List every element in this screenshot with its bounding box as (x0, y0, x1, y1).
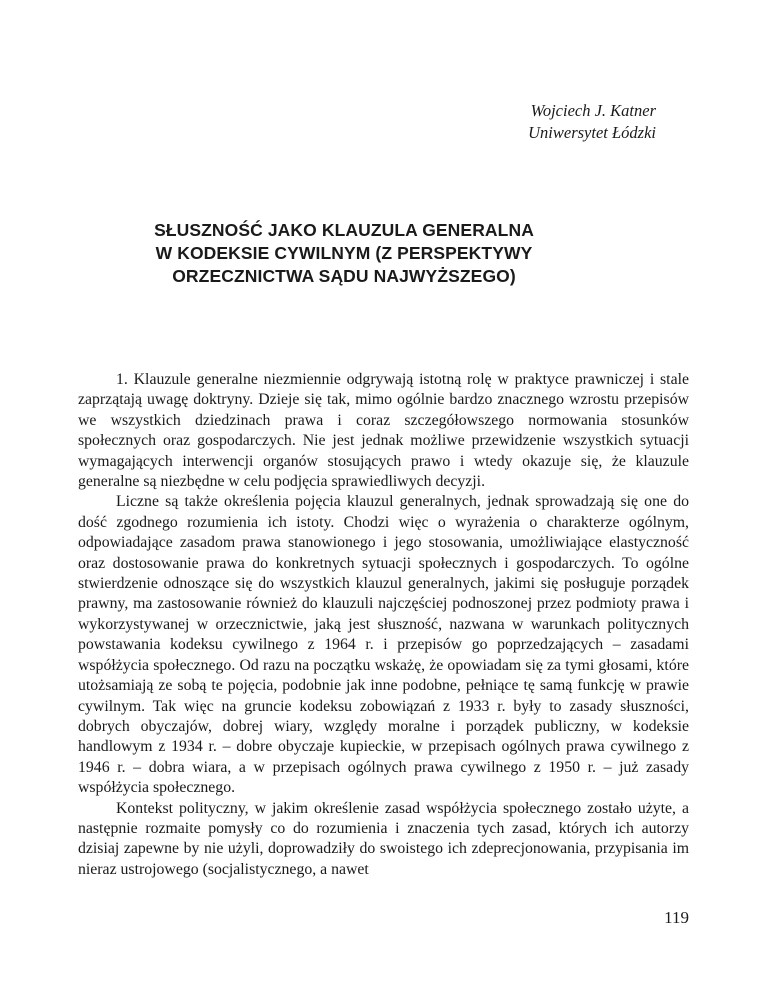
author-block (528, 100, 656, 144)
author-affiliation: Uniwersytet Łódzki (528, 123, 656, 142)
paragraph: Liczne są także określenia pojęcia klauzul generalnych, jednak sprowadzają się one do dość zgodnego rozumienia ich istoty. Chodzi więc o wyrażenia o charakterze ogólnym, odpowiadające zasadom prawa stanowionego i jego stosowania, umożliwiające elastyczność oraz dostosowanie prawa do konkretnych sytuacji społecznych i gospodarczych. To ogólne stwierdzenie odnoszące się do wszystkich klauzul generalnych, jakimi się posługuje porządek prawny, ma zastosowanie również do klauzuli najczęściej podnoszonej przez podmioty prawa i wykorzystywanej w orzecznictwie, jaką jest słuszność, nazwana w warunkach politycznych powstawania kodeksu cywilnego z 1964 r. i przepisów go poprzedzających – zasadami współżycia społecznego. Od razu na początku wskażę, że opowiadam się za tymi głosami, które utożsamiają ze sobą te pojęcia, podobnie jak inne podobne, pełniące tę samą funkcję w prawie cywilnym. Tak więc na gruncie kodeksu zobowiązań z 1933 r. były to zasady słuszności, dobrych obyczajów, dobrej wiary, względy moralne i porządek publiczny, w kodeksie handlowym z 1934 r. – dobre obyczaje kupieckie, w przepisach ogólnych prawa cywilnego z 1946 r. – dobra wiara, a w przepisach ogólnych prawa cywilnego z 1950 r. – już zasady współżycia społecznego. (78, 493, 689, 797)
article-title (80, 219, 608, 288)
body-text (78, 370, 689, 880)
author-name: Wojciech J. Katner (530, 101, 656, 120)
paragraph: Kontekst polityczny, w jakim określenie zasad współżycia społecznego zostało użyte, a następnie rozmaite pomysły co do rozumienia i znaczenia tych zasad, których ich autorzy dzisiaj zapewne by nie użyli, doprowadziły do swoistego ich zdeprecjonowania, przypisania im nieraz ustrojowego (socjalistycznego, a nawet (78, 799, 689, 878)
title-line-2: W KODEKSIE CYWILNYM (Z PERSPEKTYWY (155, 243, 533, 263)
paragraph: 1. Klauzule generalne niezmiennie odgrywają istotną rolę w praktyce prawniczej i stale zaprzątają uwagę doktryny. Dzieje się tak, mimo ogólnie bardzo znacznego wzrostu przepisów we wszystkich dziedzinach prawa i coraz szczegółowszego normowania stosunków społecznych oraz gospodarczych. Nie jest jednak możliwe przewidzenie wszystkich sytuacji wymagających interwencji organów stosujących prawo i wtedy okazuje się, że klauzule generalne są niezbędne w celu podjęcia sprawiedliwych decyzji. (78, 371, 689, 491)
title-line-3: ORZECZNICTWA SĄDU NAJWYŻSZEGO) (172, 266, 516, 286)
title-line-1: SŁUSZNOŚĆ JAKO KLAUZULA GENERALNA (154, 220, 534, 240)
page-number: 119 (664, 908, 689, 927)
